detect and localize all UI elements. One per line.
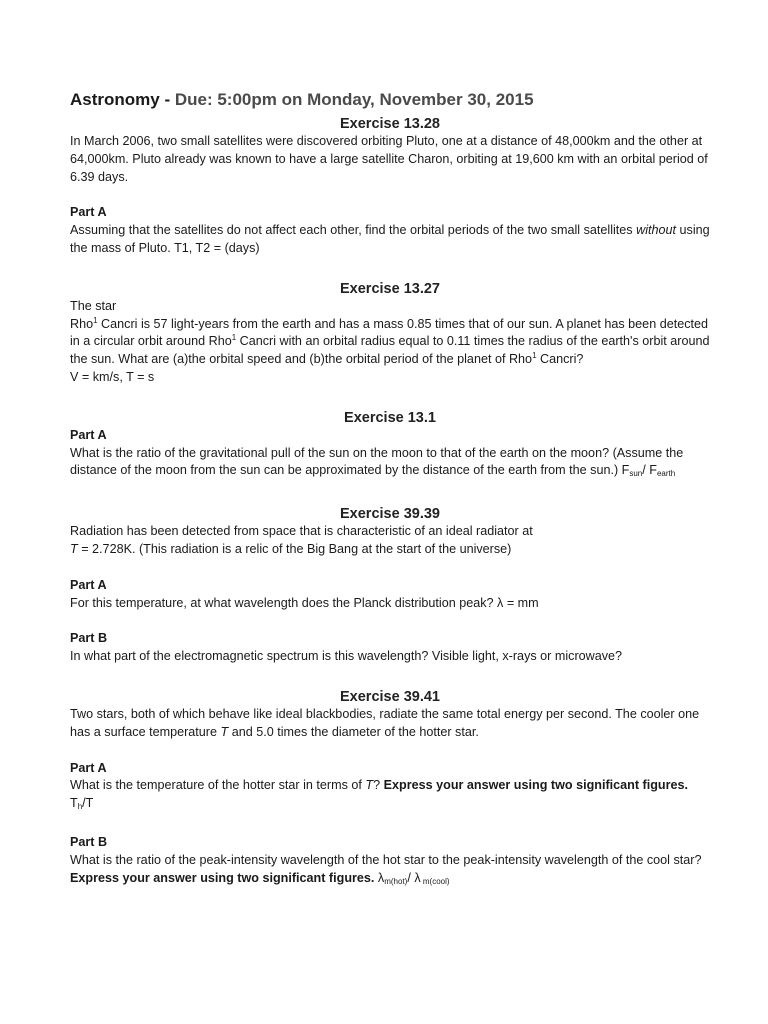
exercise-13-27-star-line: The star: [70, 298, 117, 313]
exercise-13-28-intro: In March 2006, two small satellites were discovered orbiting Pluto, one at a distance of 48,000km and the other at 64,000km. Pluto already was known to have a large satellite Charon, orbiting at 19,600 km with an orbital period of 6.39 days.: [70, 134, 708, 184]
exercise-39-41-part-a-text: What is the temperature of the hotter star in terms of T? Express your answer using two significant figures. Th/T: [70, 778, 689, 812]
exercise-heading-13-1: Exercise 13.1: [344, 409, 436, 426]
exercise-39-39-part-a-label: Part A: [70, 577, 107, 592]
document-title: [70, 88, 710, 112]
exercise-heading-39-41: Exercise 39.41: [340, 688, 440, 705]
title-subject: Astronomy -: [70, 90, 175, 109]
exercise-13-1-text: What is the ratio of the gravitational pull of the sun on the moon to that of the earth on the moon? (Assume the distance of the moon from the sun can be approximated by the distance of the earth from the sun.) Fsun/ Fearth: [70, 445, 684, 479]
exercise-heading-39-39: Exercise 39.39: [340, 506, 440, 523]
exercise-39-41-intro: Two stars, both of which behave like ideal blackbodies, radiate the same total energy per second. The cooler one has a surface temperature T and 5.0 times the diameter of the hotter star.: [70, 706, 700, 739]
exercise-39-41-part-b-label: Part B: [70, 834, 108, 849]
exercise-13-27-text: Rho$^1$ Cancri is 57 light-years from the earth and has a mass 0.85 times that of our sun. A planet has been detected in a circular orbit around Rho$^1$ Cancri with an orbital radius equal to 0.11 times the radius of the earth's orbit around the sun. What are (a)the orbital speed and (b)the orbital period of the planet of Rho$^1$ Cancri?: [70, 315, 710, 367]
title-due-date: Due: 5:00pm on Monday, November 30, 2015: [174, 90, 534, 109]
exercise-39-41-part-b-text: What is the ratio of the peak-intensity wavelength of the hot star to the peak-intensity wavelength of the cool star? Express your answer using two significant figures. λm(hot)/ λ m(cool): [70, 852, 702, 886]
exercise-heading-13-27: Exercise 13.27: [340, 280, 440, 297]
exercise-13-28-part-a-label: Part A: [70, 205, 107, 220]
exercise-39-39-part-a-text: For this temperature, at what wavelength does the Planck distribution peak? λ = mm: [70, 595, 539, 610]
exercise-39-41-part-a-label: Part A: [70, 760, 107, 775]
document-page: [70, 88, 710, 890]
exercise-39-39-part-b-text: In what part of the electromagnetic spectrum is this wavelength? Visible light, x-rays or microwave?: [70, 649, 623, 664]
exercise-13-27-answer-format: V = km/s, T = s: [70, 369, 155, 384]
exercise-13-1-part-a-label: Part A: [70, 427, 107, 442]
exercise-heading-13-28: Exercise 13.28: [340, 116, 440, 132]
exercise-39-39-part-b-label: Part B: [70, 631, 108, 646]
exercise-39-39-intro: Radiation has been detected from space that is characteristic of an ideal radiator at T = 2.728K. (This radiation is a relic of the Big Bang at the start of the universe): [70, 524, 533, 556]
exercise-13-28-part-a-text: Assuming that the satellites do not affect each other, find the orbital periods of the two small satellites without using the mass of Pluto. T1, T2 = (days): [70, 223, 710, 255]
